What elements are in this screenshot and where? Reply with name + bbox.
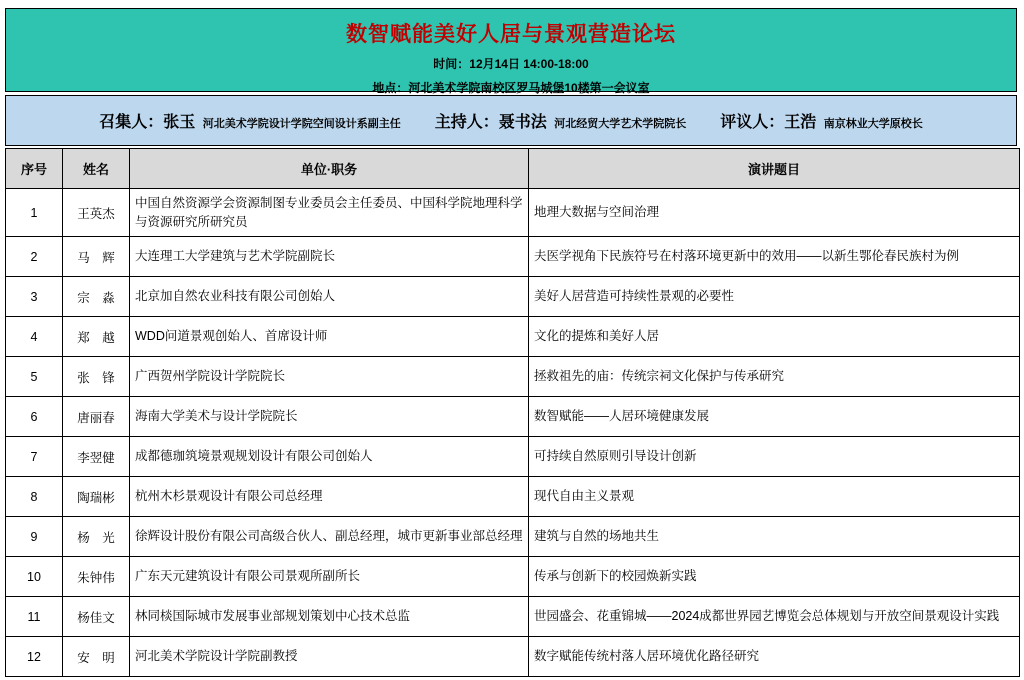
cell-no: 8 [6,477,63,517]
cell-affiliation: WDD问道景观创始人、首席设计师 [130,317,529,357]
header-no: 序号 [6,149,63,189]
cell-affiliation: 河北美术学院设计学院副教授 [130,637,529,677]
cell-affiliation: 林同棪国际城市发展事业部规划策划中心技术总监 [130,597,529,637]
cell-name: 张 锋 [63,357,130,397]
organizer-role: 召集人： [99,114,164,131]
cell-name: 朱钟伟 [63,557,130,597]
organizer-name: 张玉 [163,114,196,131]
cell-name: 李翌健 [63,437,130,477]
forum-location: 地点：河北美术学院南校区罗马城堡10楼第一会议室 [372,81,650,95]
organizer-name: 王浩 [784,114,817,131]
cell-topic: 建筑与自然的场地共生 [529,517,1020,557]
table-row [6,357,1020,397]
table-header-row [6,149,1020,189]
organizer-name: 聂书法 [498,114,547,131]
cell-topic: 世园盛会、花重锦城——2024成都世界园艺博览会总体规划与开放空间景观设计实践 [529,597,1020,637]
cell-topic: 传承与创新下的校园焕新实践 [529,557,1020,597]
forum-banner [5,8,1017,95]
cell-affiliation: 杭州木杉景观设计有限公司总经理 [130,477,529,517]
cell-name: 马 辉 [63,237,130,277]
cell-name: 唐丽春 [63,397,130,437]
organizer-role: 评议人： [720,114,785,131]
cell-affiliation: 大连理工大学建筑与艺术学院副院长 [130,237,529,277]
table-row [6,477,1020,517]
cell-affiliation: 海南大学美术与设计学院院长 [130,397,529,437]
table-row [6,437,1020,477]
cell-name: 王英杰 [63,189,130,237]
organizer-affiliation: 河北美术学院设计学院空间设计系副主任 [202,118,401,130]
cell-name: 郑 越 [63,317,130,357]
cell-no: 12 [6,637,63,677]
cell-name: 杨佳文 [63,597,130,637]
table-row [6,637,1020,677]
speakers-table [5,148,1020,677]
cell-affiliation: 成都德珈筑境景观规划设计有限公司创始人 [130,437,529,477]
cell-no: 5 [6,357,63,397]
table-row [6,557,1020,597]
cell-no: 10 [6,557,63,597]
cell-no: 4 [6,317,63,357]
table-row [6,277,1020,317]
cell-topic: 数字赋能传统村落人居环境优化路径研究 [529,637,1020,677]
cell-no: 1 [6,189,63,237]
table-row [6,517,1020,557]
cell-affiliation: 中国自然资源学会资源制图专业委员会主任委员、中国科学院地理科学与资源研究所研究员 [130,189,529,237]
organizer-affiliation: 南京林业大学原校长 [823,118,923,130]
cell-affiliation: 徐辉设计股份有限公司高级合伙人、副总经理，城市更新事业部总经理 [130,517,529,557]
header-name: 姓名 [63,149,130,189]
header-topic: 演讲题目 [529,149,1020,189]
cell-topic: 文化的提炼和美好人居 [529,317,1020,357]
cell-no: 7 [6,437,63,477]
organizer-role: 主持人： [434,114,499,131]
table-row [6,597,1020,637]
cell-name: 杨 光 [63,517,130,557]
cell-topic: 地理大数据与空间治理 [529,189,1020,237]
table-row [6,397,1020,437]
cell-affiliation: 广东天元建筑设计有限公司景观所副所长 [130,557,529,597]
cell-topic: 现代自由主义景观 [529,477,1020,517]
forum-time: 时间：12月14日 14:00-18:00 [433,57,589,71]
header-affiliation: 单位·职务 [130,149,529,189]
cell-affiliation: 北京加自然农业科技有限公司创始人 [130,277,529,317]
organizer-affiliation: 河北经贸大学艺术学院院长 [554,118,687,130]
cell-name: 陶瑞彬 [63,477,130,517]
cell-no: 6 [6,397,63,437]
organizer-reviewer [720,109,922,132]
cell-affiliation: 广西贺州学院设计学院院长 [130,357,529,397]
organizer-host [435,109,686,132]
cell-name: 宗 淼 [63,277,130,317]
cell-no: 9 [6,517,63,557]
cell-topic: 拯救祖先的庙：传统宗祠文化保护与传承研究 [529,357,1020,397]
forum-title: 数智赋能美好人居与景观营造论坛 [346,23,676,46]
cell-topic: 数智赋能——人居环境健康发展 [529,397,1020,437]
table-row [6,189,1020,237]
cell-no: 2 [6,237,63,277]
cell-no: 11 [6,597,63,637]
cell-name: 安 明 [63,637,130,677]
table-row [6,317,1020,357]
cell-topic: 美好人居营造可持续性景观的必要性 [529,277,1020,317]
cell-no: 3 [6,277,63,317]
organizer-convener [99,109,400,132]
cell-topic: 夫医学视角下民族符号在村落环境更新中的效用——以新生鄂伦春民族村为例 [529,237,1020,277]
organizers-band [5,95,1017,146]
table-row [6,237,1020,277]
cell-topic: 可持续自然原则引导设计创新 [529,437,1020,477]
